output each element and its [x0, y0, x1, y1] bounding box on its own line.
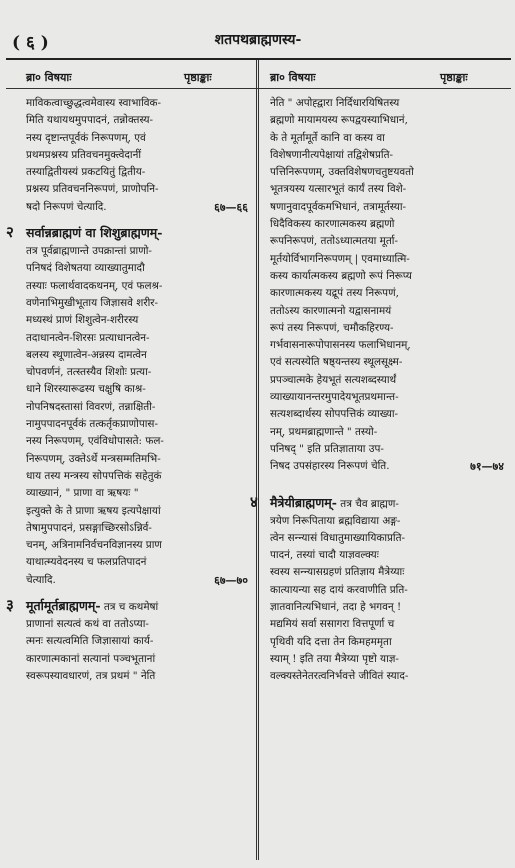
intro-block: [26, 95, 246, 216]
text-line: इत्युक्ते के ते प्राणा ऋषय इत्यपेक्षायां: [26, 504, 161, 517]
text-line: याथात्म्यवेदनस्य च फलप्रतिपादनं: [26, 556, 147, 569]
text-line: कारणात्मकानां सत्यानां पञ्चभूतानां: [26, 652, 156, 665]
right-col-heading: ब्रा० विषयाः: [270, 71, 316, 84]
text-line: मध्यस्थं प्राणं शिशुत्वेन-शरीरस्य: [26, 314, 139, 327]
text-line: तस्याः फलार्थवादकथनम्, एवं फलश्र-: [26, 279, 163, 292]
text-line: व्याख्यानं, " प्राणा वा ऋषयः ": [26, 487, 139, 500]
section-title: मैत्रेयीब्राह्मणम्-: [270, 494, 337, 510]
text-line: विशेषणानीत्यपेक्षायां तद्विशेषप्रति-: [270, 148, 394, 161]
text-line: पत्तिनिरूपणम्, उक्तविशेषणचतुष्टयवतो: [270, 166, 414, 179]
section-title-tail: तत्र चैव ब्राह्मण-: [340, 497, 399, 510]
text-line: त्रयेण निरूपिताया ब्रह्मविद्याया अङ्ग-: [270, 514, 401, 527]
text-line: षदो निरूपणं चेत्यादि.: [26, 200, 107, 213]
text-line: पनिषदं विशेषतया व्याख्यातुमादौ: [26, 262, 145, 275]
left-column: [6, 95, 248, 685]
text-line: नस्य निरूपणम्, एवंविधोपासते: फल-: [26, 435, 164, 448]
text-line: चेत्यादि.: [26, 573, 56, 586]
text-line: चनम्, अत्रिनामनिर्वचनविज्ञानस्य प्राण: [26, 539, 162, 552]
text-line: कात्यायन्या सह दायं करवाणीति प्रति-: [270, 583, 408, 596]
section-number: २: [6, 223, 14, 242]
text-line: धाने शिरस्यारूढस्य चक्षुषि काश्र-: [26, 383, 146, 396]
text-line: सत्यशब्दार्थस्य सोपपत्तिकं व्याख्या-: [270, 408, 399, 421]
right-col-page-heading: पृष्ठाङ्काः: [440, 71, 468, 84]
text-line: तस्याद्वितीयस्यं प्रकटयितुं द्वितीय-: [26, 166, 146, 179]
section-number: ३: [6, 596, 14, 615]
text-line: वल्क्यस्तेनेतरत्वनिर्भवत्ते जीवितं स्याद-: [270, 670, 409, 683]
section-2: [6, 223, 248, 589]
text-line: ब्रह्मणो मायामयस्य रूपद्वयस्याभिधानं,: [270, 114, 408, 127]
text-line: षणानुवादपूर्वकमभिधानं, तत्रामूर्तस्या-: [270, 200, 407, 213]
text-line: पृथिवी यदि दत्ता तेन किमहममृता: [270, 635, 392, 648]
right-column: [250, 95, 504, 686]
text-line: स्याम् ! इति तया मैत्रेय्या पृष्टो याज्ञ-: [270, 652, 399, 665]
text-line: माविकत्वाच्छुद्धत्वमेवास्य स्वाभाविक-: [26, 97, 162, 109]
text-line: मूर्तयोर्विभागनिरूपणम् | एवमाध्यात्मि-: [270, 252, 410, 265]
text-line: भूतत्रयस्य यत्सारभूतं कार्यं तस्य विशे-: [270, 183, 407, 196]
running-head: [8, 30, 508, 52]
text-line: ततोऽस्य कारणात्मनो यद्वासनामयं: [270, 304, 392, 317]
text-line: धिदैविकस्य कारणात्मकस्य ब्रह्मणो: [270, 218, 395, 231]
text-line: मिति यथायथमुपपादनं, तन्नोक्तस्य-: [26, 114, 154, 127]
text-line: नामुपपादनपूर्वकं तत्कर्तृकप्राणोपास-: [26, 418, 158, 431]
text-line: धाय तस्य मन्त्रस्य सोपपत्तिकं सहेतुकं: [26, 469, 162, 482]
text-line: मद्यमियं सर्वा ससागरा वित्तपूर्णा च: [270, 618, 395, 631]
text-line: निरूपणम्, उक्तेऽर्थे मन्त्रसम्मतिमभि-: [26, 452, 161, 465]
section-title: सर्वान्नब्राह्मणं वा शिशुब्राह्मणम्-: [26, 225, 163, 241]
text-line: पादनं, तस्यां चादौ याज्ञवल्क्यः: [270, 549, 379, 562]
text-line: तत्र पूर्वब्राह्मणान्ते उपक्रान्तां प्राणो-: [26, 245, 152, 258]
text-line: प्राणानां सत्यत्वं कथं वा ततोऽप्या-: [26, 618, 149, 631]
text-line: रूपनिरूपणं, ततोऽध्यात्मतया मूर्ता-: [270, 235, 398, 248]
page-number: ( ६ ): [12, 33, 49, 53]
book-title: शतपथब्राह्मणस्य-: [214, 32, 302, 48]
text-line: नम्, प्रथमब्राह्मणान्ते " तस्यो-: [270, 425, 378, 438]
text-line: तदाधानत्वेन-शिरसः प्रत्याधानत्वेन-: [26, 331, 150, 344]
text-line: निषद उपसंहारस्य निरूपणं चेति.: [270, 460, 390, 473]
section-3: [6, 596, 246, 685]
text-line: व्याख्यायानन्तरमुपादेयभूतप्रथमान्त-: [270, 391, 399, 404]
column-divider-2: [258, 60, 259, 860]
text-line: स्वस्य सन्न्यासग्रहणं प्रतिज्ञाय मैत्रेय्याः: [270, 566, 405, 579]
text-line: तेषामुपपादनं, प्रसङ्गाच्छिरसोऽन्निर्व-: [26, 521, 152, 534]
text-line: स्वरूपस्यावधारणं, तत्र प्रथमं " नेति: [26, 669, 156, 682]
text-line: बलस्य स्थूणात्वेन-अन्नस्य दामत्वेन: [26, 348, 147, 361]
section-heading: [6, 223, 246, 243]
section-heading: [250, 492, 502, 513]
text-line: नेति " अपोह्द्वारा निर्दिधारयिषितस्य: [270, 97, 400, 109]
text-line: चोपवर्णनं, तत्स्तस्यैव शिशोः प्रत्या-: [26, 366, 152, 379]
text-line: प्रश्नस्य प्रतिवचननिरूपणं, प्राणोपनि-: [26, 183, 159, 196]
left-col-heading: ब्रा० विषयाः: [26, 71, 72, 84]
text-line: के ते मूर्तामूर्ते कानि वा कस्य वा: [270, 131, 385, 144]
section-title: मूर्तामूर्तब्राह्मणम्-: [26, 598, 101, 614]
text-line: कारणात्मकस्य यद्रूपं तस्य निरूपणं,: [270, 287, 399, 300]
text-line: नस्य दृष्टान्तपूर्वकं निरूपणम्, एवं: [26, 131, 146, 144]
text-line: गर्भवासनारूपोपासनस्य फलाभिधानम्,: [270, 339, 411, 352]
text-line: रूपं तस्य निरूपणं, चमौकहिरण्य-: [270, 321, 394, 334]
section-number: ४: [250, 492, 258, 511]
text-line: पनिषद् " इति प्रतिज्ञाताया उप-: [270, 442, 384, 455]
left-col-page-heading: पृष्ठाङ्काः: [184, 71, 212, 84]
text-line: वणेनाभिमुखीभूताय जिज्ञासवे शरीर-: [26, 296, 159, 309]
page-range: ७१—७४: [470, 460, 504, 474]
text-line: ज्ञातवानित्यभिधानं, तदा हे भगवन् !: [270, 601, 402, 614]
section-4: [250, 492, 502, 686]
text-line: कस्य कार्यात्मकस्य ब्रह्मणो रूपं निरूप्य: [270, 269, 412, 282]
column-divider: [256, 60, 257, 860]
text-line: त्मनः सत्यत्वमिति जिज्ञासायां कार्य-: [26, 635, 154, 648]
text-line: नोपनिषदस्तासां विवरणं, तन्नाक्षिती-: [26, 400, 156, 413]
section-title-tail: तत्र च कथमेषां: [103, 601, 159, 614]
page-range: ६७—६६: [214, 201, 248, 214]
text-line: प्रपञ्चात्मके हेयभूतं सत्यशब्दस्यार्थं: [270, 373, 397, 386]
text-line: एवं सत्यस्येति षष्ठ्यन्तस्य स्थूलसूक्ष्म-: [270, 356, 403, 369]
text-line: प्रथमप्रश्नस्य प्रतिवचनमुक्त्वेदानीं: [26, 148, 142, 161]
text-line: त्वेन सन्न्यासं विधातुमाख्यायिकाप्रति-: [270, 531, 406, 544]
section-heading: [6, 596, 246, 616]
continued-block: [270, 95, 502, 476]
page-range: ६७—७०: [214, 573, 248, 587]
